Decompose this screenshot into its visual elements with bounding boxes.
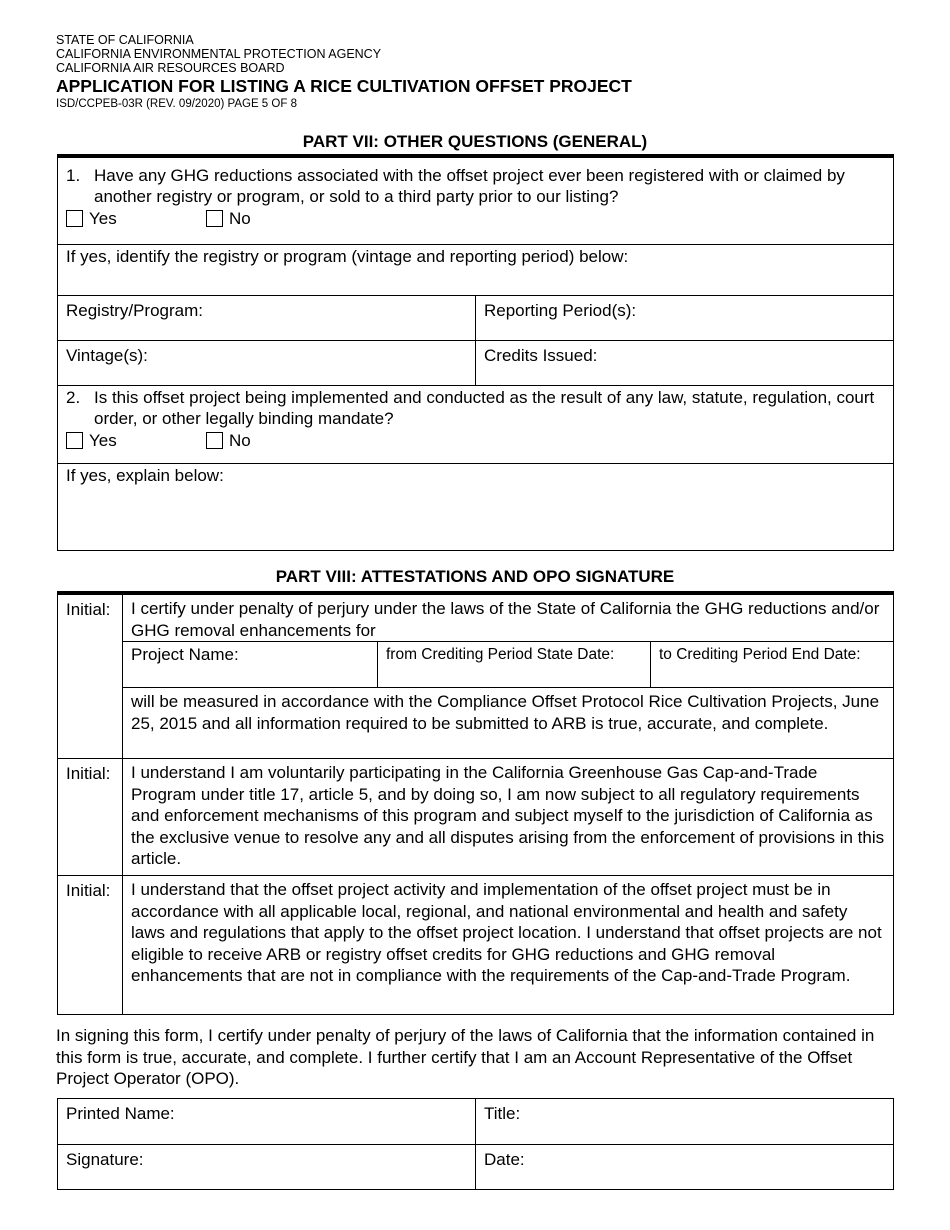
credits-label: Credits Issued: [484,346,598,365]
attestation-1 [58,595,893,758]
question-1 [58,158,893,244]
title-label: Title: [484,1104,521,1123]
title-field[interactable] [476,1099,893,1144]
q2-no-checkbox[interactable] [206,430,251,451]
q2-followup[interactable]: If yes, explain below: [58,463,893,550]
name-title-row [58,1099,893,1144]
start-date-label: from Crediting Period State Date: [386,646,615,663]
attestation-2-text: I understand I am voluntarily participating in the California Greenhouse Gas Cap-and-Trade Program under title 17, article 5, and by doing so, I am now subject to all regulatory requirements and enforcement mechanisms of this program and subject myself to the jurisdiction of California as the exclusive venue to resolve any and all disputes arising from the enforcement of provisions in this article. [131,763,885,868]
question-1-text: Have any GHG reductions associated with the offset project ever been registered with or claimed by another registry or program, or sold to a third party prior to our listing? [94,166,845,206]
board-line: CALIFORNIA AIR RESOURCES BOARD [56,61,285,75]
q2-yes-checkbox[interactable] [66,430,206,451]
signature-table [57,1098,894,1190]
registry-field[interactable] [58,296,476,340]
q1-yes-label: Yes [89,209,117,228]
question-2-number: 2. [66,388,81,407]
start-date-field[interactable] [378,642,651,687]
vintage-label: Vintage(s): [66,346,148,365]
question-1-number: 1. [66,166,81,185]
part7-table [57,154,894,551]
vintage-row [58,340,893,385]
q1-followup[interactable]: If yes, identify the registry or program (vintage and reporting period) below: [58,244,893,295]
attestations-table [57,591,894,1015]
part8-title: PART VIII: ATTESTATIONS AND OPO SIGNATURE [275,567,675,586]
q1-yes-checkbox[interactable] [66,208,206,229]
q1-no-label: No [229,209,251,228]
q2-yes-label: Yes [89,431,117,450]
registry-label: Registry/Program: [66,301,203,320]
form-revision: ISD/CCPEB-03R (REV. 09/2020) PAGE 5 OF 8 [56,98,297,110]
printed-name-label: Printed Name: [66,1104,175,1123]
attestation-1-intro: I certify under penalty of perjury under the laws of the State of California the GHG reductions and/or GHG removal enhancements for [131,599,880,640]
reporting-label: Reporting Period(s): [484,301,637,320]
credits-field[interactable] [476,341,893,385]
agency-line: CALIFORNIA ENVIRONMENTAL PROTECTION AGENCY [56,47,382,61]
signing-statement: In signing this form, I certify under penalty of perjury of the laws of California that the information contained in this form is true, accurate, and complete. I further certify that I am an Account Representative of the Offset Project Operator (OPO). [56,1026,875,1088]
printed-name-field[interactable] [58,1099,476,1144]
question-2-text: Is this offset project being implemented and conducted as the result of any law, statute, regulation, court order, or other legally binding mandate? [94,388,875,428]
attestation-3-text: I understand that the offset project activity and implementation of the offset project must be in accordance with all applicable local, regional, and national environmental and health and safety laws and regulations that apply to the offset project location. I understand that offset projects are not eligible to receive ARB or registry offset credits for GHG reductions and GHG removal enhancements that are not in compliance with the requirements of the Cap-and-Trade Program. [131,880,882,985]
crediting-period-row [123,641,893,688]
end-date-field[interactable] [651,642,893,687]
date-field[interactable] [476,1145,893,1189]
attestation-1-outro: will be measured in accordance with the Compliance Offset Protocol Rice Cultivation Projects, June 25, 2015 and all information required to be submitted to ARB is true, accurate, and complete. [131,692,880,733]
registry-row [58,295,893,340]
initial-field-2[interactable]: Initial: [58,759,123,875]
date-label: Date: [484,1150,525,1169]
vintage-field[interactable] [58,341,476,385]
attestation-3 [58,875,893,1014]
initial-field-1[interactable]: Initial: [58,595,123,758]
question-2 [58,385,893,463]
signature-date-row [58,1144,893,1189]
project-name-label: Project Name: [131,645,239,664]
project-name-field[interactable] [123,642,378,687]
part7-title: PART VII: OTHER QUESTIONS (GENERAL) [302,132,648,151]
signature-field[interactable] [58,1145,476,1189]
initial-field-3[interactable]: Initial: [58,876,123,1014]
form-header [56,33,896,111]
form-title: APPLICATION FOR LISTING A RICE CULTIVATION OFFSET PROJECT [56,76,632,96]
reporting-field[interactable] [476,296,893,340]
q2-no-label: No [229,431,251,450]
attestation-2 [58,758,893,875]
state-line: STATE OF CALIFORNIA [56,33,194,47]
signature-label: Signature: [66,1150,144,1169]
q1-no-checkbox[interactable] [206,208,251,229]
end-date-label: to Crediting Period End Date: [659,646,861,663]
